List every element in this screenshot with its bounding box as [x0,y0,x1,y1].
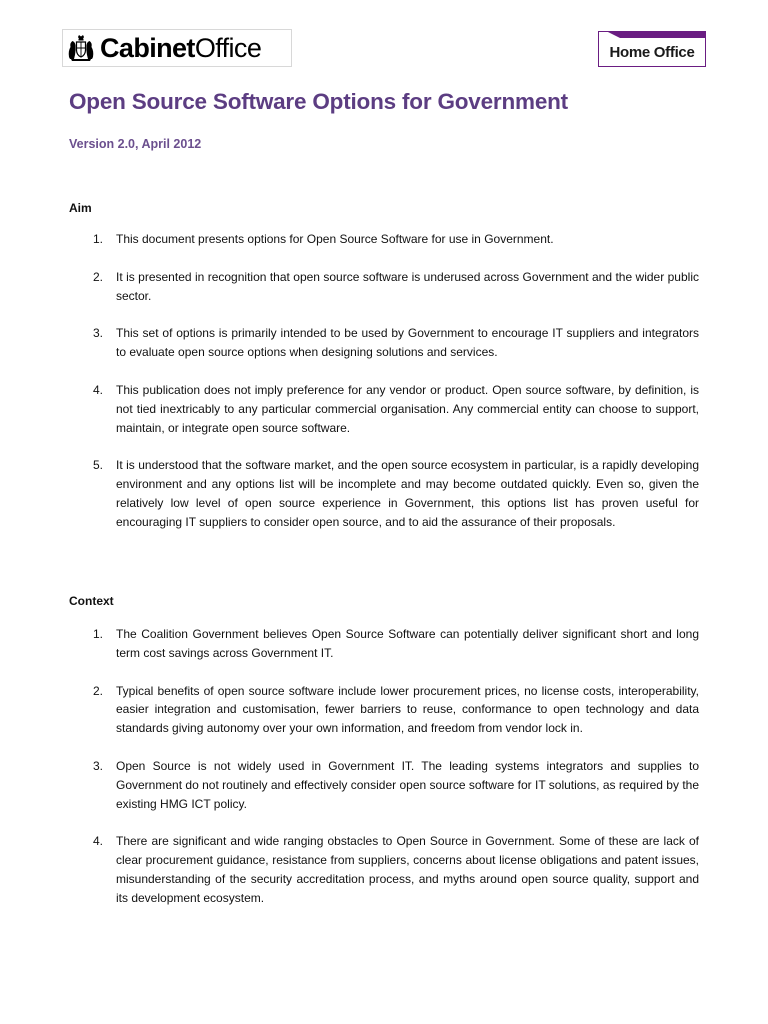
item-text: This document presents options for Open Source Software for use in Government. [116,232,554,246]
aim-item [69,456,699,531]
item-text: Open Source is not widely used in Government IT. The leading systems integrators and supplies to Government do not routinely and effectively consider open source software for IT solutions, as required by the existing HMG ICT policy. [116,758,699,811]
item-number: 3. [93,326,104,341]
context-item [69,832,699,907]
cabinet-office-wordmark [100,32,262,63]
document-version: Version 2.0, April 2012 [69,137,202,151]
item-number: 4. [93,382,104,397]
home-office-accent-bar [599,32,705,39]
item-number: 2. [93,269,104,284]
aim-item [69,381,699,437]
cabinet-word: Cabinet [100,32,195,63]
item-number: 2. [93,683,104,698]
context-item [69,682,699,738]
aim-heading: Aim [69,201,92,215]
item-number: 1. [93,232,104,246]
home-office-logo [598,31,706,67]
item-number: 1. [93,627,104,641]
item-number: 4. [93,834,104,849]
item-text: The Coalition Government believes Open Source Software can potentially deliver significant short and long term cost savings across Government IT. [116,627,699,660]
item-number: 5. [93,458,104,473]
office-word: Office [194,32,262,63]
context-heading: Context [69,594,114,608]
item-text: This publication does not imply preference for any vendor or product. Open source software, by definition, is not tied inextricably to any particular commercial organisation. Any commercial entity can choose to support, maintain, or integrate open source software. [116,382,699,435]
item-text: It is understood that the software market, and the open source ecosystem in particular, is a rapidly developing environment and any options list will be incomplete and may become outdated quickly. Even so, given the relatively low level of open source experience in Government, this options list has proven useful for encouraging IT suppliers to consider open source, and to aid the assurance of their proposals. [116,458,699,529]
context-item [69,625,699,663]
item-text: There are significant and wide ranging obstacles to Open Source in Government. Some of these are lack of clear procurement guidance, resistance from suppliers, concerns about license obligations and patent issues, misunderstanding of the security accreditation process, and myths around open source quality, support and its development ecosystem. [116,834,699,905]
document-title: Open Source Software Options for Government [69,89,568,114]
context-list [69,625,699,927]
cabinet-office-logo [62,29,292,67]
aim-item [69,324,699,362]
item-number: 3. [93,758,104,773]
item-text: This set of options is primarily intended to be used by Government to encourage IT suppliers and integrators to evaluate open source options when designing solutions and services. [116,326,699,360]
home-office-wordmark: Home Office [609,44,695,61]
context-item [69,757,699,813]
royal-crest-icon [66,33,96,63]
aim-item [69,230,699,249]
aim-item [69,268,699,306]
aim-list [69,230,699,551]
item-text: Typical benefits of open source software include lower procurement prices, no license costs, interoperability, easier integration and customisation, fewer barriers to reuse, conformance to open technology and data standards giving autonomy over your own information, and freedom from vendor lock in. [116,683,699,736]
item-text: It is presented in recognition that open source software is underused across Government and the wider public sector. [116,269,699,303]
